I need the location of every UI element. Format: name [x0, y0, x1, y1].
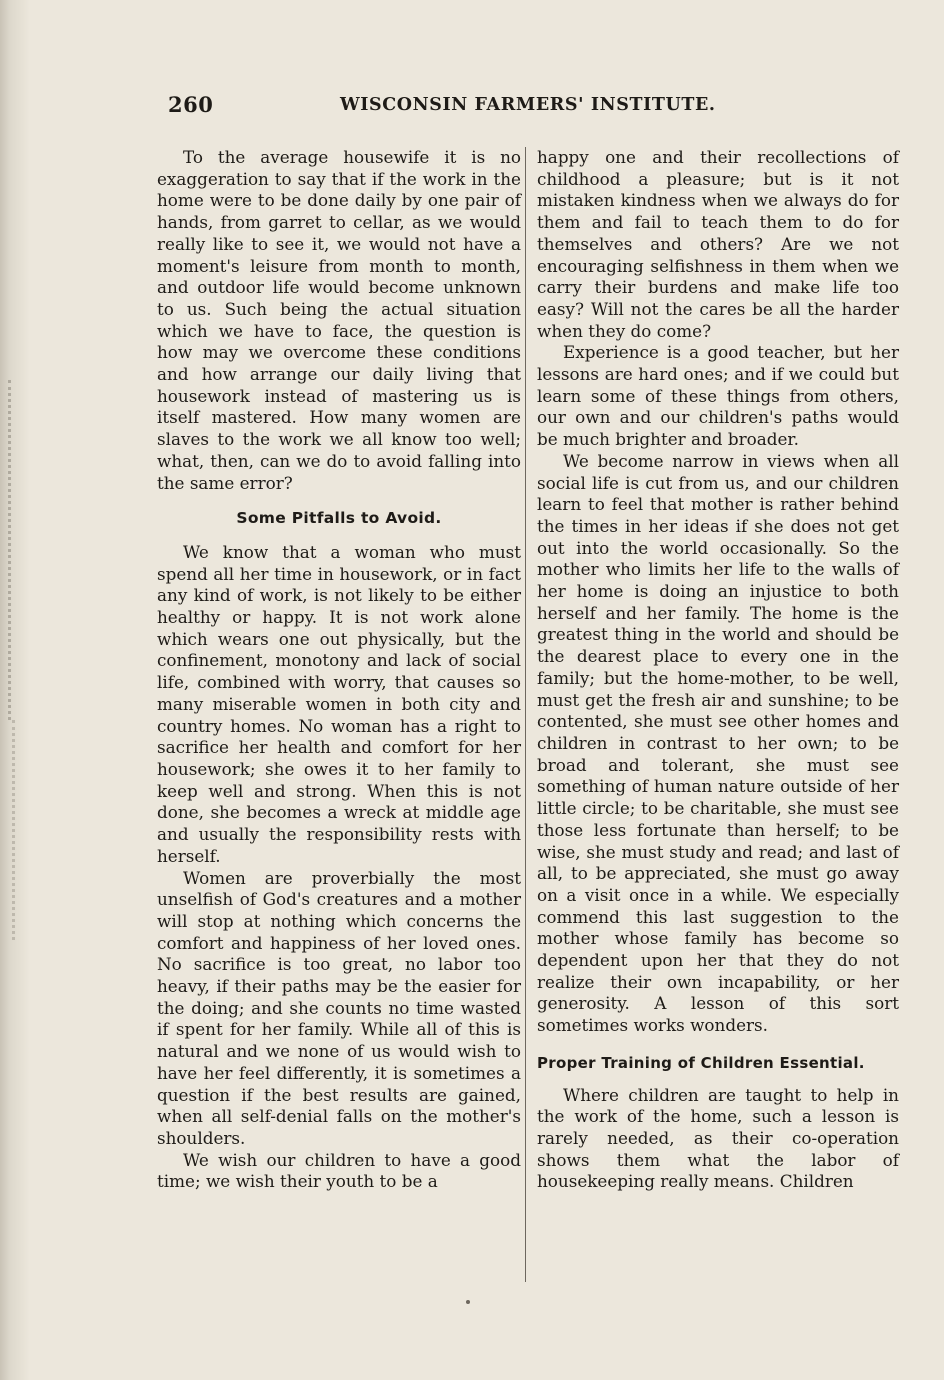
paragraph-continued: happy one and their recollections of childhood a pleasure; but is it not mistaken kindness when we always do for them and fail to teach them to do for themselves and others? Are we not encouraging selfishness in them when we carry their burdens and make life too easy? Will not the cares be all the harder when they do come?: [537, 147, 899, 341]
paragraph: We wish our children to have a good time; we wish their youth to be a: [157, 1149, 521, 1192]
page-number: 260: [168, 92, 214, 117]
print-speck: [466, 1300, 470, 1304]
binding-stitch-marks-lower: [12, 720, 25, 940]
section-heading: Some Pitfalls to Avoid.: [236, 509, 442, 528]
column-divider: [525, 147, 526, 1282]
paragraph: Where children are taught to help in the work of the home, such a lesson is rarely needed, as their co-operation shows them what the labor of housekeeping really means. Children: [537, 1084, 899, 1192]
running-head: WISCONSIN FARMERS' INSTITUTE.: [340, 95, 716, 115]
right-column: [537, 147, 899, 1193]
section-heading: Proper Training of Children Essential.: [537, 1053, 865, 1072]
binding-stitch-marks: [8, 380, 21, 720]
paragraph: We know that a woman who must spend all her time in housework, or in fact any kind of work, is not likely to be either healthy or happy. It is not work alone which wears one out physically, but the confinement, monotony and lack of social life, combined with worry, that causes so many miserable women in both city and country homes. No woman has a right to sacrifice her health and comfort for her housework; she owes it to her family to keep well and strong. When this is not done, she becomes a wreck at middle age and usually the responsibility rests with herself.: [157, 541, 521, 866]
paragraph: Women are proverbially the most unselfish of God's creatures and a mother will stop at nothing which concerns the comfort and happiness of her loved ones. No sacrifice is too great, no labor too heavy, if their paths may be the easier for the doing; and she counts no time wasted if spent for her family. While all of this is natural and we none of us would wish to have her feel differently, it is sometimes a question if the best results are gained, when all self-denial falls on the mother's shoulders.: [157, 867, 521, 1148]
paragraph: To the average housewife it is no exaggeration to say that if the work in the home were to be done daily by one pair of hands, from garret to cellar, as we would really like to see it, we would not have a moment's leisure from month to month, and outdoor life would become unknown to us. Such being the actual situation which we have to face, the question is how may we overcome these conditions and how arrange our daily living that housework instead of mastering us is itself mastered. How many women are slaves to the work we all know too well; what, then, can we do to avoid falling into the same error?: [157, 147, 521, 493]
paragraph: Experience is a good teacher, but her lessons are hard ones; and if we could but learn some of these things from others, our own and our children's paths would be much brighter and broader.: [537, 342, 899, 450]
left-column: [157, 147, 521, 1193]
paragraph: We become narrow in views when all social life is cut from us, and our children learn to feel that mother is rather behind the times in her ideas if she does not get out into the world occasionally. So the mother who limits her life to the walls of her home is doing an injustice to both herself and her family. The home is the greatest thing in the world and should be the dearest place to every one in the family; but the home-mother, to be well, must get the fresh air and sunshine; to be contented, she must see other homes and children in contrast to her own; to be broad and tolerant, she must see something of human nature outside of her little circle; to be charitable, she must see those less fortunate than herself; to be wise, she must study and read; and last of all, to be appreciated, she must go away on a visit once in a while. We especially commend this last suggestion to the mother whose family has become so dependent upon her that they do not realize their own incapability, or her generosity. A lesson of this sort sometimes works wonders.: [537, 450, 899, 1036]
